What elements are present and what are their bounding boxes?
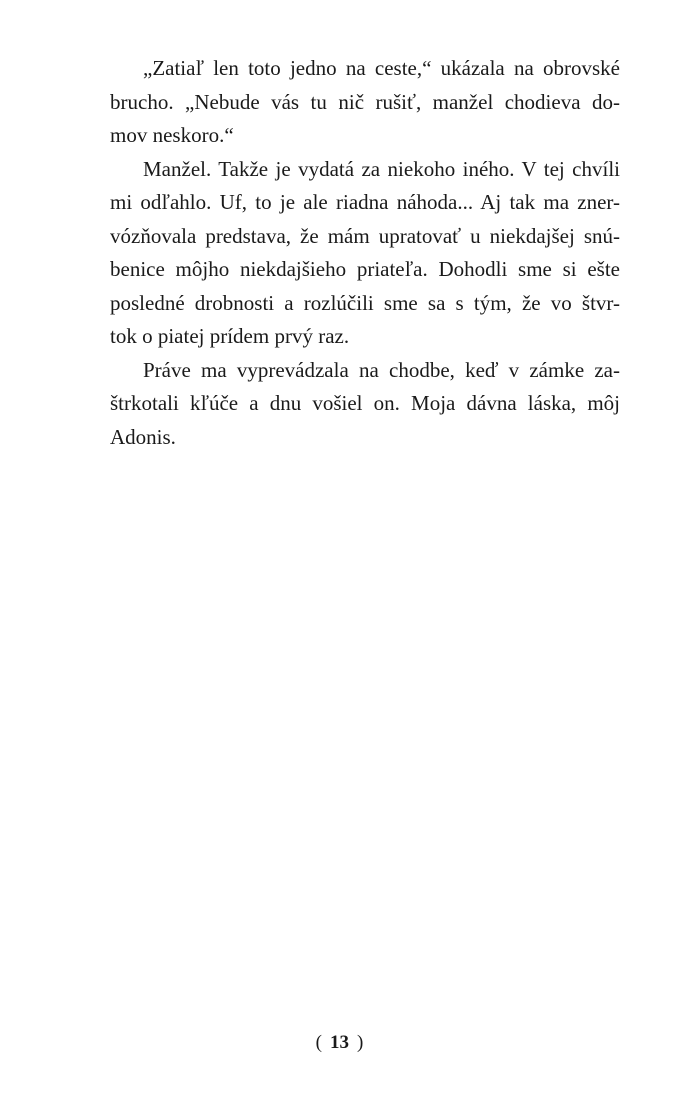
text-line: posledné drobnosti a rozlúčili sme sa s tým, že vo štvr- <box>110 290 620 315</box>
page-body <box>110 52 620 454</box>
page-number-close-paren: ) <box>357 1032 364 1053</box>
paragraph-2 <box>110 153 620 354</box>
text-line: brucho. „Nebude vás tu nič rušiť, manžel chodieva do- <box>110 89 620 114</box>
paragraph-1 <box>110 52 620 153</box>
page-number <box>0 1030 679 1056</box>
page-number-value: 13 <box>330 1032 349 1053</box>
text-line: mi odľahlo. Uf, to je ale riadna náhoda... Aj tak ma zner- <box>110 190 620 214</box>
page-number-open-paren: ( <box>315 1032 322 1053</box>
text-line: tok o piatej prídem prvý raz. <box>110 324 350 348</box>
text-line: „Zatiaľ len toto jedno na ceste,“ ukázala na obrovské <box>143 56 620 80</box>
text-line: štrkotali kľúče a dnu vošiel on. Moja dávna láska, môj <box>110 391 620 415</box>
text-line: vózňovala predstava, že mám upratovať u niekdajšej snú- <box>110 223 620 248</box>
text-line: Práve ma vyprevádzala na chodbe, keď v zámke za- <box>143 357 620 382</box>
paragraph-3 <box>110 354 620 455</box>
text-line: Manžel. Takže je vydatá za niekoho iného. V tej chvíli <box>143 156 620 181</box>
text-line: Adonis. <box>110 424 176 449</box>
text-line: mov neskoro.“ <box>110 123 234 147</box>
text-line: benice môjho niekdajšieho priateľa. Dohodli sme si ešte <box>110 257 620 281</box>
